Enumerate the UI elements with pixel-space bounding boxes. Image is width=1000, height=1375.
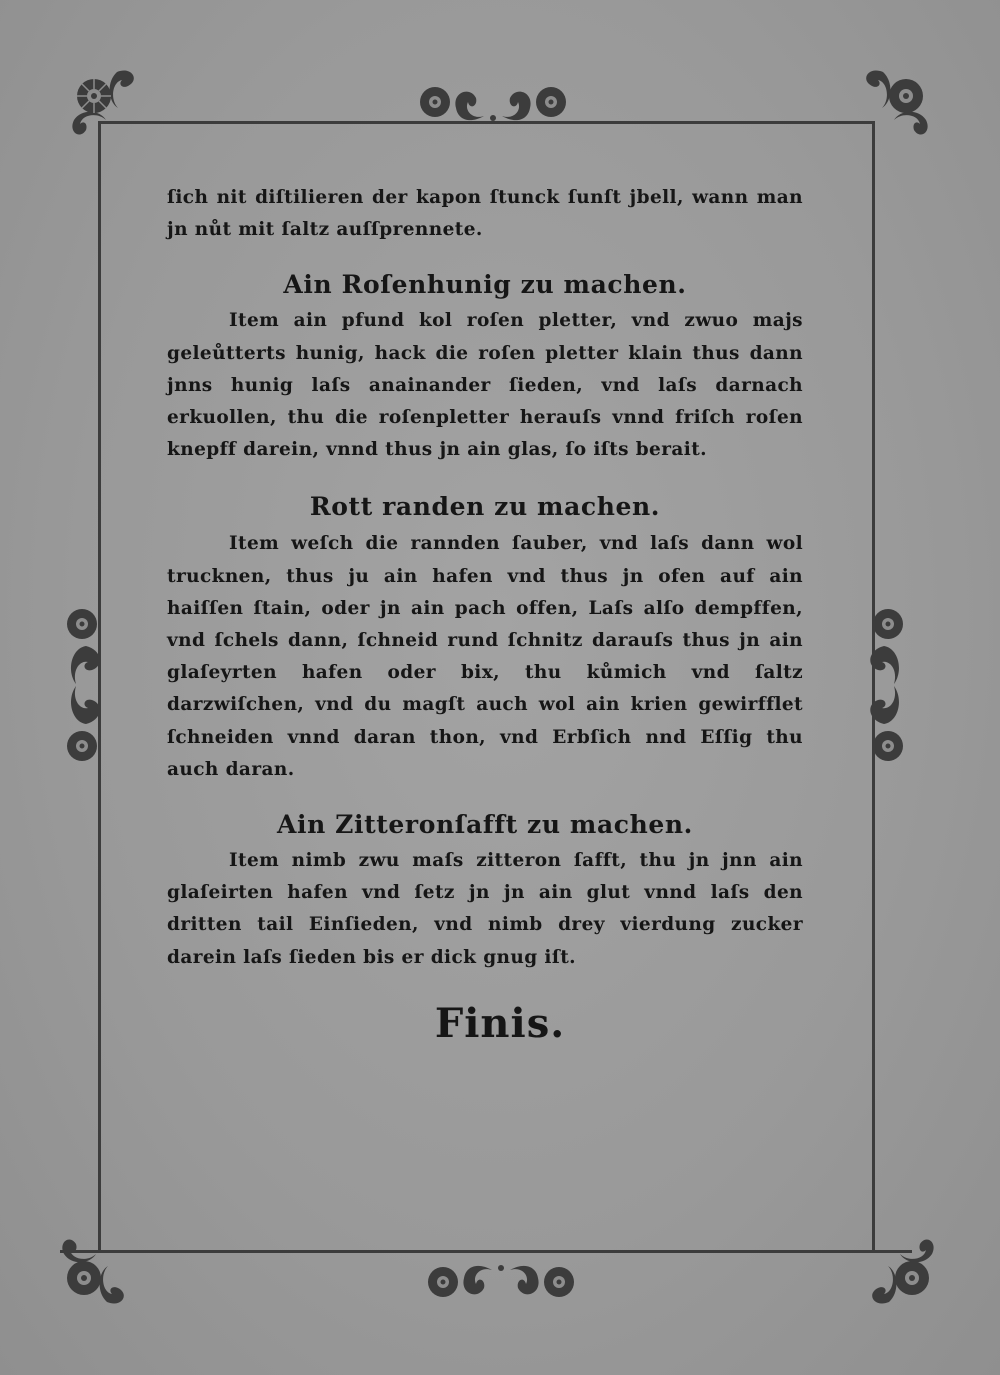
section-heading-zitteronsafft: Ain Zitteronſafft zu machen. [277,810,693,840]
left-side-flower-ornament [58,600,108,770]
section-heading-rott-randen: Rott randen zu machen. [309,492,661,522]
frame-bottom-line [60,1250,912,1253]
section-body-rott-randen: Item weſch die rannden ſauber, vnd laſs dann wol trucknen, thus ju ain hafen vnd thus jn ofen auf ain haiſſen ſtain, oder jn ain pach offen, Laſs alſo dempffen, vnd ſchels dann, ſchneid rund ſchnitz darauſs thus jn ain glaſeyrten hafen oder bix, thu kůmich vnd ſaltz darzwiſchen, vnd du magſt auch wol ain krien gewirfflet ſchneiden vnnd daran thon, vnd Erbſich nnd Eſſig thu auch daran. [167,533,803,780]
corner-flower-ornament-top-right [838,62,938,162]
corner-flower-ornament-top-left [62,62,162,162]
bottom-center-flower-ornament [416,1258,586,1308]
corner-flower-ornament-bottom-right [844,1212,944,1312]
corner-flower-ornament-bottom-left [52,1212,152,1312]
top-center-flower-ornament [408,80,578,130]
main-text-block [167,182,803,974]
right-side-flower-ornament [862,600,912,770]
closing-finis: Finis. [434,1000,566,1047]
section-body-rosenhunig: Item ain pfund kol roſen pletter, vnd zwuo majs geleůtterts hunig, hack die roſen pletter klain thus dann jnns hunig laſs anainander ſieden, vnd laſs darnach erkuollen, thu die roſenpletter herauſs vnnd friſch roſen knepff darein, vnnd thus jn ain glas, ſo iſts berait. [167,310,803,461]
intro-paragraph: ſich nit diſtilieren der kapon ſtunck ſunſt jbell, wann man jn nůt mit ſaltz auſſprennete. [167,187,803,241]
section-body-zitteronsafft: Item nimb zwu maſs zitteron ſafft, thu jn jnn ain glaſeirten hafen vnd ſetz jn jn ain glut vnnd laſs den dritten tail Einſieden, vnd nimb drey vierdung zucker darein laſs ſieden bis er dick gnug iſt. [167,850,803,968]
section-heading-rosenhunig: Ain Roſenhunig zu machen. [283,270,687,300]
